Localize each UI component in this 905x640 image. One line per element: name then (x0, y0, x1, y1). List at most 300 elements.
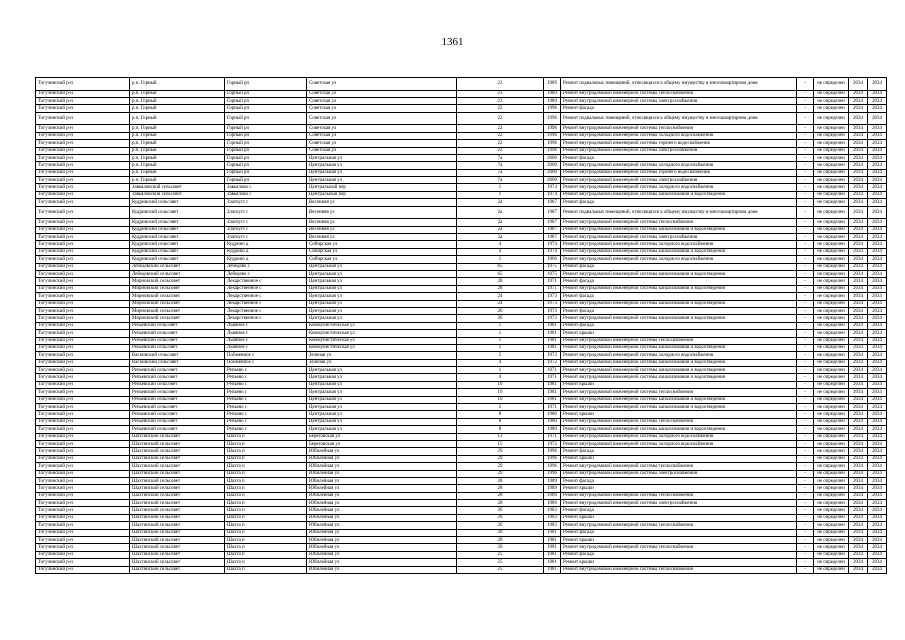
method-cell: не определен (814, 529, 849, 536)
municipality-cell: Кудринский сельсовет (130, 226, 225, 233)
house-number-cell: 26 (457, 307, 544, 314)
table-row (36, 507, 887, 514)
table-row (36, 147, 887, 154)
cost-cell: - (797, 199, 814, 206)
repair-type-cell: Ремонт внутридомовой инженерной системы теплоснабжения (561, 544, 797, 551)
year-to-cell: 2034 (868, 374, 887, 381)
municipality-cell: Кудринский сельсовет (130, 234, 225, 241)
cost-cell: - (797, 485, 814, 492)
build-year-cell: 1981 (544, 551, 561, 558)
build-year-cell: 1987 (544, 234, 561, 241)
municipality-cell: р.п. Горный (130, 78, 225, 91)
house-number-cell: 1 (457, 256, 544, 263)
house-number-cell: 1 (457, 191, 544, 198)
cost-cell: - (797, 448, 814, 455)
district-cell: Тогучинский р-н (36, 367, 130, 374)
year-to-cell: 2034 (868, 381, 887, 388)
municipality-cell: Мирновский сельсовет (130, 293, 225, 300)
table-row (36, 322, 887, 329)
build-year-cell: 1981 (544, 396, 561, 403)
municipality-cell: Кудринский сельсовет (130, 206, 225, 219)
cost-cell: - (797, 440, 814, 447)
cost-cell: - (797, 248, 814, 255)
repair-type-cell: Ремонт внутридомовой инженерной системы электроснабжения (561, 147, 797, 154)
table-row (36, 315, 887, 322)
method-cell: не определен (814, 263, 849, 270)
year-to-cell: 2034 (868, 206, 887, 219)
year-to-cell: 2034 (868, 154, 887, 161)
district-cell: Тогучинский р-н (36, 529, 130, 536)
year-from-cell: 2034 (849, 97, 868, 104)
year-from-cell: 2034 (849, 219, 868, 226)
repair-type-cell: Ремонт внутридомовой инженерной системы электроснабжения (561, 97, 797, 104)
table-row (36, 396, 887, 403)
municipality-cell: Репьевский сельсовет (130, 374, 225, 381)
settlement-cell: Репьево с (225, 426, 307, 433)
street-cell: Советская ул (307, 112, 457, 125)
street-cell: Юбилейная ул (307, 485, 457, 492)
cost-cell: - (797, 426, 814, 433)
year-to-cell: 2034 (868, 500, 887, 507)
method-cell: не определен (814, 169, 849, 176)
cost-cell: - (797, 500, 814, 507)
table-row (36, 500, 887, 507)
municipality-cell: Шахтинский сельсовет (130, 507, 225, 514)
street-cell: Юбилейная ул (307, 455, 457, 462)
build-year-cell: 1983 (544, 514, 561, 521)
year-from-cell: 2034 (849, 448, 868, 455)
street-cell: Центральная ул (307, 374, 457, 381)
district-cell: Тогучинский р-н (36, 278, 130, 285)
street-cell: Центральная ул (307, 270, 457, 277)
table-row (36, 125, 887, 132)
street-cell: Юбилейная ул (307, 566, 457, 573)
settlement-cell: Горный рп (225, 154, 307, 161)
district-cell: Тогучинский р-н (36, 322, 130, 329)
district-cell: Тогучинский р-н (36, 315, 130, 322)
table-body (36, 78, 887, 574)
year-to-cell: 2034 (868, 330, 887, 337)
method-cell: не определен (814, 162, 849, 169)
repair-type-cell: Ремонт фасада (561, 307, 797, 314)
house-number-cell: 25 (457, 559, 544, 566)
build-year-cell: 2000 (544, 177, 561, 184)
street-cell: Коммунистическая ул (307, 322, 457, 329)
settlement-cell: Златоуст с (225, 226, 307, 233)
year-from-cell: 2034 (849, 470, 868, 477)
house-number-cell: 2 (457, 404, 544, 411)
municipality-cell: р.п. Горный (130, 132, 225, 139)
settlement-cell: Пойменное с (225, 359, 307, 366)
district-cell: Тогучинский р-н (36, 374, 130, 381)
cost-cell: - (797, 514, 814, 521)
cost-cell: - (797, 154, 814, 161)
municipality-cell: Шахтинский сельсовет (130, 440, 225, 447)
year-from-cell: 2034 (849, 485, 868, 492)
year-from-cell: 2034 (849, 344, 868, 351)
street-cell: Береговская ул (307, 440, 457, 447)
cost-cell: - (797, 307, 814, 314)
table-row (36, 132, 887, 139)
method-cell: не определен (814, 514, 849, 521)
settlement-cell: Горный рп (225, 162, 307, 169)
settlement-cell: Репьево с (225, 411, 307, 418)
district-cell: Тогучинский р-н (36, 199, 130, 206)
year-to-cell: 2034 (868, 522, 887, 529)
method-cell: не определен (814, 315, 849, 322)
house-number-cell: 29 (457, 455, 544, 462)
method-cell: не определен (814, 411, 849, 418)
method-cell: не определен (814, 125, 849, 132)
method-cell: не определен (814, 359, 849, 366)
house-number-cell: 22 (457, 132, 544, 139)
year-from-cell: 2034 (849, 433, 868, 440)
district-cell: Тогучинский р-н (36, 330, 130, 337)
build-year-cell: 1996 (544, 470, 561, 477)
build-year-cell: 1996 (544, 147, 561, 154)
build-year-cell: 1989 (544, 78, 561, 91)
year-to-cell: 2034 (868, 455, 887, 462)
district-cell: Тогучинский р-н (36, 566, 130, 573)
method-cell: не определен (814, 381, 849, 388)
district-cell: Тогучинский р-н (36, 470, 130, 477)
house-number-cell: 22 (457, 147, 544, 154)
repair-type-cell: Ремонт внутридомовой инженерной системы холодного водоснабжения (561, 352, 797, 359)
table-row (36, 285, 887, 292)
municipality-cell: Репьевский сельсовет (130, 411, 225, 418)
year-from-cell: 2034 (849, 184, 868, 191)
method-cell: не определен (814, 470, 849, 477)
cost-cell: - (797, 566, 814, 573)
street-cell: Советская ул (307, 97, 457, 104)
settlement-cell: Горный рп (225, 140, 307, 147)
district-cell: Тогучинский р-н (36, 426, 130, 433)
table-row (36, 234, 887, 241)
settlement-cell: Горный рп (225, 112, 307, 125)
table-row (36, 263, 887, 270)
method-cell: не определен (814, 184, 849, 191)
table-row (36, 352, 887, 359)
cost-cell: - (797, 559, 814, 566)
house-number-cell: 1 (457, 330, 544, 337)
year-from-cell: 2034 (849, 411, 868, 418)
settlement-cell: Горный рп (225, 169, 307, 176)
table-row (36, 455, 887, 462)
street-cell: Юбилейная ул (307, 477, 457, 484)
year-from-cell: 2034 (849, 337, 868, 344)
repair-type-cell: Ремонт фасада (561, 263, 797, 270)
year-from-cell: 2034 (849, 559, 868, 566)
table-row (36, 307, 887, 314)
build-year-cell: 1996 (544, 463, 561, 470)
street-cell: Юбилейная ул (307, 522, 457, 529)
year-to-cell: 2034 (868, 241, 887, 248)
year-from-cell: 2034 (849, 177, 868, 184)
municipality-cell: Лебедевский сельсовет (130, 270, 225, 277)
table-row (36, 169, 887, 176)
municipality-cell: р.п. Горный (130, 177, 225, 184)
year-from-cell: 2034 (849, 132, 868, 139)
municipality-cell: Репьевский сельсовет (130, 381, 225, 388)
cost-cell: - (797, 551, 814, 558)
year-to-cell: 2034 (868, 307, 887, 314)
street-cell: Центральная ул (307, 418, 457, 425)
municipality-cell: Мирновский сельсовет (130, 307, 225, 314)
street-cell: Береговская ул (307, 433, 457, 440)
house-number-cell: 20 (457, 544, 544, 551)
cost-cell: - (797, 300, 814, 307)
cost-cell: - (797, 322, 814, 329)
method-cell: не определен (814, 132, 849, 139)
settlement-cell: Шахта п (225, 433, 307, 440)
house-number-cell: 4 (457, 248, 544, 255)
municipality-cell: Завьяловский сельсовет (130, 184, 225, 191)
district-cell: Тогучинский р-н (36, 485, 130, 492)
district-cell: Тогучинский р-н (36, 191, 130, 198)
year-from-cell: 2034 (849, 241, 868, 248)
year-from-cell: 2034 (849, 278, 868, 285)
year-to-cell: 2034 (868, 492, 887, 499)
cost-cell: - (797, 140, 814, 147)
settlement-cell: Шахта п (225, 529, 307, 536)
table-row (36, 470, 887, 477)
method-cell: не определен (814, 396, 849, 403)
table-row (36, 330, 887, 337)
build-year-cell: 1971 (544, 278, 561, 285)
district-cell: Тогучинский р-н (36, 433, 130, 440)
district-cell: Тогучинский р-н (36, 352, 130, 359)
method-cell: не определен (814, 219, 849, 226)
method-cell: не определен (814, 492, 849, 499)
settlement-cell: Лекарственное с (225, 315, 307, 322)
cost-cell: - (797, 219, 814, 226)
house-number-cell: 7а (457, 154, 544, 161)
house-number-cell: 65 (457, 270, 544, 277)
year-to-cell: 2034 (868, 199, 887, 206)
district-cell: Тогучинский р-н (36, 559, 130, 566)
municipality-cell: Кудринский сельсовет (130, 219, 225, 226)
repair-type-cell: Ремонт внутридомовой инженерной системы канализования и водоотведения (561, 248, 797, 255)
street-cell: Центральная ул (307, 169, 457, 176)
build-year-cell: 1981 (544, 529, 561, 536)
repair-type-cell: Ремонт внутридомовой инженерной системы канализования и водоотведения (561, 191, 797, 198)
method-cell: не определен (814, 507, 849, 514)
year-to-cell: 2034 (868, 389, 887, 396)
method-cell: не определен (814, 191, 849, 198)
house-number-cell: 26 (457, 514, 544, 521)
table-row (36, 367, 887, 374)
repair-type-cell: Ремонт внутридомовой инженерной системы электроснабжения (561, 234, 797, 241)
year-to-cell: 2034 (868, 300, 887, 307)
municipality-cell: Репьевский сельсовет (130, 396, 225, 403)
house-number-cell: 2а (457, 199, 544, 206)
district-cell: Тогучинский р-н (36, 522, 130, 529)
municipality-cell: Репьевский сельсовет (130, 389, 225, 396)
year-to-cell: 2034 (868, 125, 887, 132)
municipality-cell: Кудринский сельсовет (130, 248, 225, 255)
build-year-cell: 2000 (544, 162, 561, 169)
year-from-cell: 2034 (849, 359, 868, 366)
municipality-cell: Лебедевский сельсовет (130, 263, 225, 270)
method-cell: не определен (814, 426, 849, 433)
year-from-cell: 2034 (849, 492, 868, 499)
municipality-cell: Шахтинский сельсовет (130, 485, 225, 492)
repair-type-cell: Ремонт внутридомовой инженерной системы теплоснабжения (561, 463, 797, 470)
build-year-cell: 1972 (544, 359, 561, 366)
repair-type-cell: Ремонт внутридомовой инженерной системы холодного водоснабжения (561, 433, 797, 440)
method-cell: не определен (814, 322, 849, 329)
year-to-cell: 2034 (868, 97, 887, 104)
house-number-cell: 2а (457, 206, 544, 219)
settlement-cell: Горный рп (225, 147, 307, 154)
cost-cell: - (797, 234, 814, 241)
settlement-cell: Шахта п (225, 544, 307, 551)
method-cell: не определен (814, 147, 849, 154)
cost-cell: - (797, 132, 814, 139)
method-cell: не определен (814, 544, 849, 551)
table-row (36, 112, 887, 125)
table-row (36, 177, 887, 184)
build-year-cell: 1973 (544, 307, 561, 314)
street-cell: Центральная ул (307, 315, 457, 322)
repair-type-cell: Ремонт внутридомовой инженерной системы канализования и водоотведения (561, 344, 797, 351)
municipality-cell: Шахтинский сельсовет (130, 559, 225, 566)
municipality-cell: Шахтинский сельсовет (130, 455, 225, 462)
cost-cell: - (797, 105, 814, 112)
build-year-cell: 1989 (544, 97, 561, 104)
table-row (36, 404, 887, 411)
house-number-cell: 29 (457, 448, 544, 455)
year-to-cell: 2034 (868, 507, 887, 514)
table-row (36, 293, 887, 300)
build-year-cell: 1974 (544, 191, 561, 198)
year-to-cell: 2034 (868, 256, 887, 263)
district-cell: Тогучинский р-н (36, 404, 130, 411)
house-number-cell: 26 (457, 522, 544, 529)
settlement-cell: Лебедево с (225, 263, 307, 270)
cost-cell: - (797, 112, 814, 125)
settlement-cell: Шахта п (225, 455, 307, 462)
street-cell: Центральная ул (307, 367, 457, 374)
repair-type-cell: Ремонт внутридомовой инженерной системы теплоснабжения (561, 337, 797, 344)
build-year-cell: 1996 (544, 132, 561, 139)
street-cell: Коммунистическая ул (307, 337, 457, 344)
method-cell: не определен (814, 199, 849, 206)
repair-type-cell: Ремонт фасада (561, 551, 797, 558)
repair-type-cell: Ремонт внутридомовой инженерной системы теплоснабжения (561, 522, 797, 529)
year-to-cell: 2034 (868, 418, 887, 425)
year-from-cell: 2034 (849, 551, 868, 558)
year-to-cell: 2034 (868, 344, 887, 351)
year-to-cell: 2034 (868, 293, 887, 300)
build-year-cell: 1981 (544, 537, 561, 544)
settlement-cell: Льняное с (225, 337, 307, 344)
settlement-cell: Златоуст с (225, 234, 307, 241)
method-cell: не определен (814, 551, 849, 558)
repair-type-cell: Ремонт внутридомовой инженерной системы канализования и водоотведения (561, 359, 797, 366)
method-cell: не определен (814, 337, 849, 344)
table-row (36, 278, 887, 285)
repair-type-cell: Ремонт внутридомовой инженерной системы электроснабжения (561, 500, 797, 507)
cost-cell: - (797, 359, 814, 366)
cost-cell: - (797, 537, 814, 544)
settlement-cell: Лекарственное с (225, 307, 307, 314)
cost-cell: - (797, 147, 814, 154)
district-cell: Тогучинский р-н (36, 169, 130, 176)
house-number-cell: 1 (457, 367, 544, 374)
settlement-cell: Лекарственное с (225, 278, 307, 285)
house-number-cell: 13 (457, 433, 544, 440)
method-cell: не определен (814, 234, 849, 241)
year-from-cell: 2034 (849, 199, 868, 206)
settlement-cell: Репьево с (225, 389, 307, 396)
table-row (36, 485, 887, 492)
year-from-cell: 2034 (849, 169, 868, 176)
house-number-cell: 29 (457, 470, 544, 477)
build-year-cell: 1972 (544, 440, 561, 447)
district-cell: Тогучинский р-н (36, 177, 130, 184)
street-cell: Советская ул (307, 125, 457, 132)
table-row (36, 97, 887, 104)
build-year-cell: 1989 (544, 492, 561, 499)
street-cell: Центральная ул (307, 278, 457, 285)
house-number-cell: 1 (457, 344, 544, 351)
street-cell: Весенняя ул (307, 234, 457, 241)
district-cell: Тогучинский р-н (36, 440, 130, 447)
year-from-cell: 2034 (849, 105, 868, 112)
year-from-cell: 2034 (849, 147, 868, 154)
district-cell: Тогучинский р-н (36, 206, 130, 219)
cost-cell: - (797, 293, 814, 300)
district-cell: Тогучинский р-н (36, 105, 130, 112)
method-cell: не определен (814, 78, 849, 91)
street-cell: Юбилейная ул (307, 537, 457, 544)
district-cell: Тогучинский р-н (36, 226, 130, 233)
build-year-cell: 1974 (544, 241, 561, 248)
repair-type-cell: Ремонт подвальных помещений, относящихся к общему имуществу в многоквартирном доме (561, 78, 797, 91)
cost-cell: - (797, 411, 814, 418)
street-cell: Центральный пер (307, 191, 457, 198)
repair-type-cell: Ремонт фасада (561, 322, 797, 329)
build-year-cell: 1973 (544, 315, 561, 322)
cost-cell: - (797, 337, 814, 344)
house-number-cell: 10 (457, 389, 544, 396)
street-cell: Центральная ул (307, 300, 457, 307)
district-cell: Тогучинский р-н (36, 140, 130, 147)
street-cell: Центральная ул (307, 381, 457, 388)
year-from-cell: 2034 (849, 418, 868, 425)
year-to-cell: 2034 (868, 448, 887, 455)
year-from-cell: 2034 (849, 507, 868, 514)
repair-type-cell: Ремонт фасада (561, 105, 797, 112)
table-row (36, 337, 887, 344)
build-year-cell: 1981 (544, 559, 561, 566)
house-number-cell: 8 (457, 411, 544, 418)
method-cell: не определен (814, 374, 849, 381)
street-cell: Юбилейная ул (307, 544, 457, 551)
street-cell: Весенняя ул (307, 206, 457, 219)
settlement-cell: Кудрино д (225, 256, 307, 263)
build-year-cell: 1987 (544, 206, 561, 219)
cost-cell: - (797, 396, 814, 403)
cost-cell: - (797, 270, 814, 277)
house-number-cell: 10 (457, 396, 544, 403)
settlement-cell: Лебедево с (225, 270, 307, 277)
build-year-cell: 1983 (544, 522, 561, 529)
cost-cell: - (797, 241, 814, 248)
year-from-cell: 2034 (849, 463, 868, 470)
settlement-cell: Горный рп (225, 90, 307, 97)
